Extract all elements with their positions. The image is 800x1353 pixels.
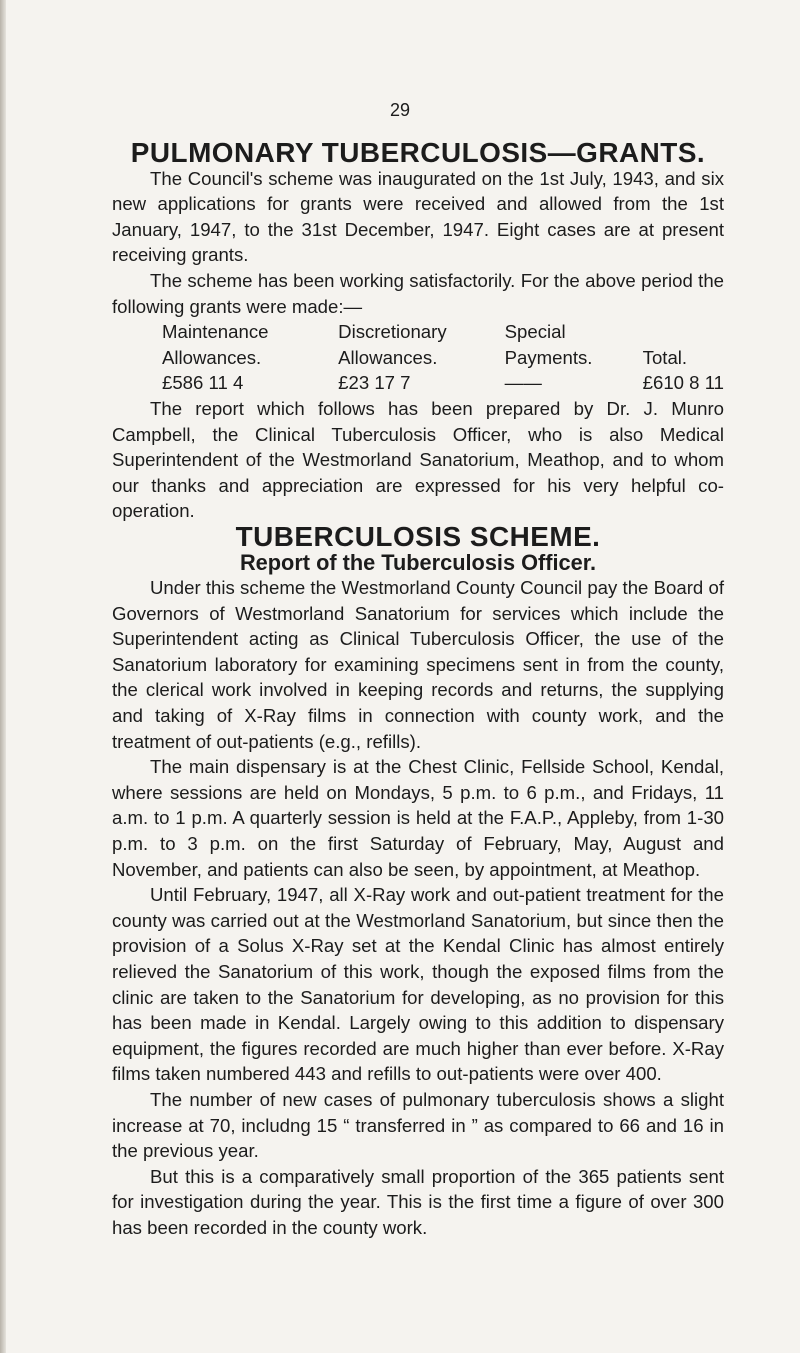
grants-paragraph-1: The Council's scheme was inaugurated on the 1st July, 1943, and six new applications for grants were received and allowed from the 1st January, 1947, to the 31st December, 1947. Eight cases are at present receiving grants. [112, 167, 724, 266]
scheme-paragraph-1: Under this scheme the Westmorland County Council pay the Board of Governors of Westmorland Sanatorium for services which include the Superintendent acting as Clinical Tuberculosis Officer, the use of the Sanatorium laboratory for examining specimens sent in from the county, the clerical work involved in keeping records and returns, the supplying and taking of X-Ray films in connection with county work, and the treatment of out-patients (e.g., refills). [112, 577, 724, 752]
header-allowances-2: Allowances. [338, 346, 438, 368]
header-total: Total. [642, 346, 688, 368]
header-discretionary: Discretionary [338, 321, 447, 343]
grants-table [112, 319, 724, 396]
grants-paragraph-2: The scheme has been working satisfactorily. For the above period the following grants were made:— [112, 269, 724, 317]
header-allowances-1: Allowances. [162, 346, 262, 368]
grants-table-header-row-1 [112, 319, 724, 345]
page-content [112, 137, 724, 1241]
scheme-subheading: Report of the Tuberculosis Officer. [239, 549, 597, 575]
scheme-heading: TUBERCULOSIS SCHEME. [235, 520, 601, 552]
value-total: £610 8 11 [642, 372, 724, 394]
header-maintenance: Maintenance [162, 321, 269, 343]
page-binding-edge [0, 0, 6, 1353]
scheme-paragraph-2: The main dispensary is at the Chest Clinic, Fellside School, Kendal, where sessions are held on Mondays, 5 p.m. to 6 p.m., and Fridays, 11 a.m. to 1 p.m. A quarterly session is held at the F.A.P., Appleby, from 1-30 p.m. to 3 p.m. on the first Saturday of February, May, August and November, and patients can also be seen, by appointment, at Meathop. [112, 756, 724, 880]
header-blank [643, 319, 724, 345]
grants-table-values-row [112, 370, 724, 396]
scheme-paragraph-3: Until February, 1947, all X-Ray work and out-patient treatment for the county was carried out at the Westmorland Sanatorium, but since then the provision of a Solus X-Ray set at the Kendal Clinic has almost entirely relieved the Sanatorium of this work, though the exposed films from the clinic are taken to the Sanatorium for developing, as no provision for this has been made in Kendal. Largely owing to this addition to dispensary equipment, the figures recorded are much higher than ever before. X-Ray films taken numbered 443 and refills to out-patients were over 400. [112, 884, 724, 1085]
page-number: 29 [389, 100, 411, 120]
header-special: Special [504, 321, 566, 343]
scheme-paragraph-5: But this is a comparatively small proportion of the 365 patients sent for investigation during the year. This is the first time a figure of over 300 has been recorded in the county work. [112, 1165, 724, 1238]
value-special: —— [504, 372, 542, 394]
grants-heading: PULMONARY TUBERCULOSIS—GRANTS. [130, 137, 706, 168]
scheme-paragraph-4: The number of new cases of pulmonary tuberculosis shows a slight increase at 70, includng 15 “ transferred in ” as compared to 66 and 16 in the previous year. [112, 1088, 724, 1162]
header-payments: Payments. [504, 346, 593, 368]
value-maintenance: £586 11 4 [162, 372, 244, 394]
grants-table-header-row-2 [112, 345, 724, 371]
grants-paragraph-3: The report which follows has been prepared by Dr. J. Munro Campbell, the Clinical Tuberculosis Officer, who is also Medical Superintendent of the Westmorland Sanatorium, Meathop, and to whom our thanks and appreciation are expressed for his very helpful co-operation. [112, 397, 724, 522]
value-discretionary: £23 17 7 [338, 372, 411, 394]
